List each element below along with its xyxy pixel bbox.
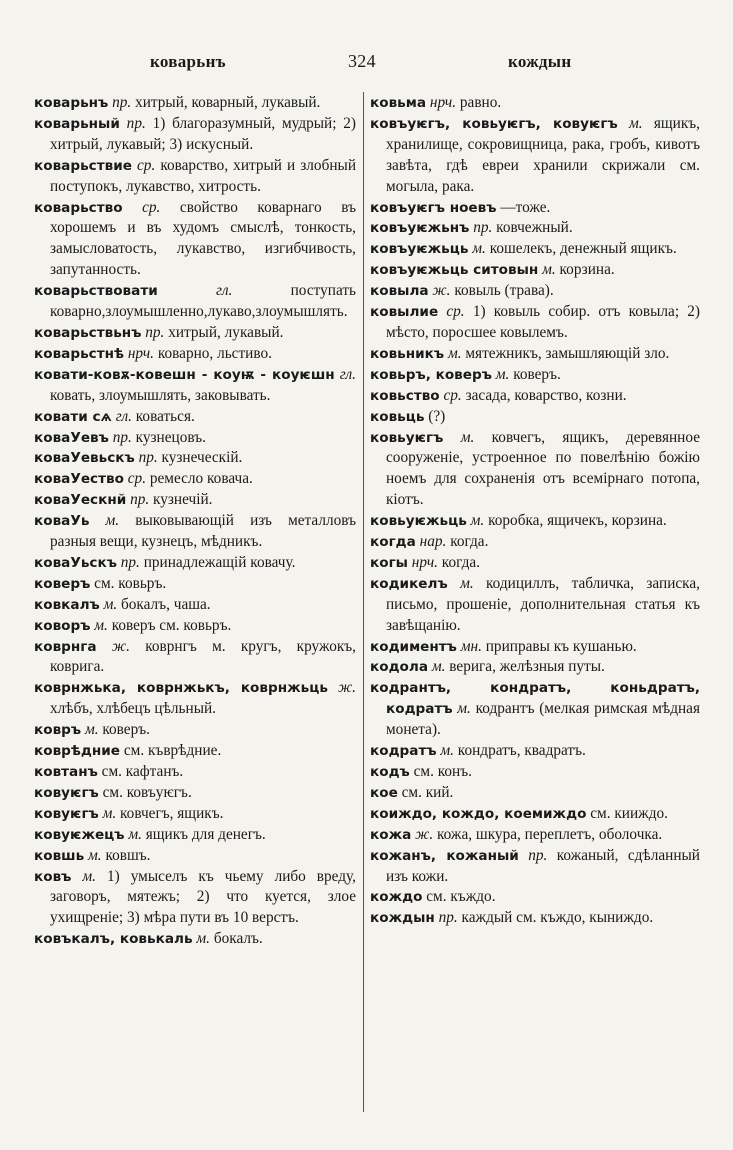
headword: ковьуѥжьць <box>370 513 467 530</box>
grammar-label: м. <box>470 512 485 530</box>
headword: ковъуѥжьць ситовын <box>370 262 539 279</box>
dictionary-entry <box>34 469 356 490</box>
headword: ковуѥгъ <box>34 805 99 822</box>
grammar-label: ж. <box>337 679 356 697</box>
grammar-label: гл. <box>339 365 356 383</box>
definition: бокалъ, чаша. <box>121 595 211 613</box>
headword: кождо <box>370 889 423 906</box>
headword: ковъуѥжьнъ <box>370 220 470 237</box>
dictionary-entry <box>370 532 700 553</box>
right-column <box>370 93 700 929</box>
grammar-label: нрч. <box>411 553 438 571</box>
definition: коварство, хитрый и злобный поступокъ, лукавство, хитрость. <box>50 156 357 195</box>
headword: коврѣдние <box>34 743 121 760</box>
definition: см. ковъуѥгъ. <box>102 783 192 801</box>
grammar-label: м. <box>447 344 462 362</box>
headword: коварьный <box>34 115 120 132</box>
headword: коврнжька, коврнжькъ, коврнжьць <box>34 680 328 697</box>
dictionary-entry <box>34 490 356 511</box>
definition: хлѣбъ, хлѣбецъ цѣльный. <box>50 700 217 718</box>
definition: 1) благоразумный, мудрый; 2) хитрый, лукавый; 3) искусный. <box>50 114 357 153</box>
grammar-label: м. <box>82 867 96 885</box>
definition: ковать, злоумышлять, заковывать. <box>50 386 271 404</box>
grammar-label: м. <box>495 365 510 383</box>
definition: принадлежащій ковачу. <box>143 553 296 571</box>
definition: кошелекъ, денежный ящикъ. <box>489 240 677 258</box>
definition: ковчегъ, ящикъ, деревянное сооруженіе, устроенное по повелѣнію божію ноемъ для сохраненія отъ всемірнаго потопа, кіотъ. <box>386 428 700 509</box>
grammar-label: м. <box>102 804 117 822</box>
definition: кузнецовъ. <box>135 428 206 446</box>
dictionary-entry <box>370 887 700 908</box>
headword: коверъ <box>34 575 91 592</box>
definition: корзина. <box>559 261 615 279</box>
dictionary-entry <box>34 281 356 323</box>
definition: мятежникъ, замышляющій зло. <box>465 344 670 362</box>
grammar-label: пр. <box>138 449 158 467</box>
headword: коврнга <box>34 638 97 655</box>
grammar-label: пр. <box>438 909 458 927</box>
headword: ковати сѧ <box>34 408 112 425</box>
dictionary-entry <box>370 218 700 239</box>
grammar-label: м. <box>84 721 99 739</box>
headword: ковъуѥгъ ноевъ <box>370 199 497 216</box>
dictionary-entry <box>370 365 700 386</box>
headword: кое <box>370 784 398 801</box>
headword: кодрантъ, кондратъ, коньдратъ, кодратъ <box>370 680 700 718</box>
grammar-label: м. <box>105 512 120 530</box>
grammar-label: м. <box>431 658 446 676</box>
left-column <box>34 93 356 950</box>
dictionary-entry <box>370 260 700 281</box>
grammar-label: м. <box>472 240 486 258</box>
dictionary-entry <box>34 741 356 762</box>
definition: см. кафтанъ. <box>101 763 184 780</box>
definition: кондратъ, квадратъ. <box>457 742 586 760</box>
definition: свойство коварнаго въ хорошемъ и въ худомъ смыслѣ, тонкость, замысловатость, лукавство, изгибчивость, запутанность. <box>50 198 356 279</box>
definition: кодрантъ (мелкая римская мѣдная монета). <box>386 700 700 739</box>
grammar-label: ср. <box>142 198 161 216</box>
definition: см. кииждо. <box>590 804 668 822</box>
dictionary-entry <box>370 198 700 219</box>
dictionary-entry <box>34 846 356 867</box>
definition: равно. <box>459 94 502 111</box>
running-head-right: кождын <box>508 52 572 71</box>
headword: кодиментъ <box>370 638 457 655</box>
headword: кожа <box>370 826 412 843</box>
dictionary-entry <box>370 386 700 407</box>
dictionary-entry <box>34 783 356 804</box>
definition: (?) <box>428 407 446 425</box>
headword: ковьникъ <box>370 345 445 362</box>
definition: кодициллъ, табличка, записка, письмо, прошеніе, дополнительная статья къ завѣщанію. <box>386 574 700 634</box>
definition: см. къврѣдние. <box>123 742 222 760</box>
dictionary-entry <box>370 553 700 574</box>
definition: 1) умыселъ къ чьему либо вреду, заговоръ, мятежъ; 2) что куется, злое ухищреніе; 3) мѣра пути въ 10 верстъ. <box>50 867 356 927</box>
headword: ковшь <box>34 847 85 864</box>
dictionary-entry <box>34 574 356 595</box>
grammar-label: ср. <box>127 470 147 488</box>
headword: ковъуѥжьць <box>370 241 469 258</box>
grammar-label: ср. <box>446 303 465 321</box>
dictionary-entry <box>370 825 700 846</box>
grammar-label: пр. <box>473 219 493 237</box>
dictionary-entry <box>34 448 356 469</box>
dictionary-entry <box>34 929 356 950</box>
definition: ковшъ. <box>105 846 151 864</box>
headword: кодъ <box>370 764 410 780</box>
dictionary-entry <box>370 281 700 302</box>
definition: коврнгъ м. кругъ, кружокъ, коврига. <box>50 637 357 676</box>
grammar-label: нрч. <box>429 94 457 111</box>
page-header <box>0 52 733 82</box>
headword: коваУевьскъ <box>34 450 135 467</box>
headword: ковьма <box>370 95 427 111</box>
dictionary-entry <box>34 637 356 679</box>
definition: ковыль (трава). <box>454 282 554 300</box>
dictionary-entry <box>34 156 356 198</box>
grammar-label: ж. <box>111 637 130 655</box>
column-divider <box>363 92 364 1112</box>
grammar-label: ср. <box>137 156 156 174</box>
definition: коварно, льстиво. <box>157 344 272 362</box>
headword: коварьствовати <box>34 283 158 300</box>
dictionary-entry <box>34 867 356 930</box>
dictionary-entry <box>370 114 700 198</box>
headword: ковъкалъ, ковькаль <box>34 931 193 948</box>
headword: кождын <box>370 910 435 927</box>
definition: ремесло ковача. <box>149 470 253 488</box>
grammar-label: м. <box>460 574 474 592</box>
headword: ковръ <box>34 722 82 739</box>
definition: выковывающій изъ металловъ разныя вещи, кузнецъ, мѣдникъ. <box>50 512 357 551</box>
definition: коробка, ящичекъ, корзина. <box>488 512 667 530</box>
dictionary-entry <box>370 239 700 260</box>
dictionary-entry <box>370 93 700 114</box>
grammar-label: м. <box>196 930 210 948</box>
grammar-label: м. <box>94 616 108 634</box>
headword: коваУь <box>34 513 90 530</box>
headword: кожанъ, кожаный <box>370 847 519 864</box>
headword: коварьстнѣ <box>34 345 124 362</box>
definition: ковчегъ, ящикъ. <box>120 804 224 822</box>
headword: ковьуѥгъ <box>370 429 444 446</box>
dictionary-entry <box>370 407 700 428</box>
dictionary-entry <box>370 428 700 512</box>
headword: ковати-ковѫ-ковешн - коуѭ - коуѥшн <box>34 366 335 383</box>
definition: кузнеческій. <box>161 449 243 467</box>
headword: ковуѥжецъ <box>34 826 125 843</box>
definition: кожаный, сдѣланный изъ кожи. <box>386 846 700 885</box>
grammar-label: пр. <box>120 553 140 571</box>
dictionary-entry <box>370 846 700 888</box>
grammar-label: пр. <box>145 323 165 341</box>
headword: коваУество <box>34 471 124 488</box>
definition: поступать коварно,злоумышленно,лукаво,злоумышлять. <box>50 282 357 321</box>
dictionary-entry <box>34 825 356 846</box>
definition: ящикъ, хранилище, сокровищница, рака, гробъ, кивотъ завѣта, гдѣ евреи хранили скрижали см. могыла, рака. <box>386 114 700 195</box>
definition: кузнечій. <box>153 491 213 509</box>
headword: когы <box>370 554 408 571</box>
grammar-label: пр. <box>528 846 548 864</box>
headword: коварьнъ <box>34 95 109 111</box>
headword: коиждо, кождо, коемиждо <box>370 805 587 822</box>
grammar-label: ж. <box>432 282 451 300</box>
headword: ковъ <box>34 868 72 885</box>
headword: ковьръ, коверъ <box>370 366 492 383</box>
headword: коварьствьнъ <box>34 324 142 341</box>
grammar-label: м. <box>628 114 643 132</box>
dictionary-entry <box>34 407 356 428</box>
definition: коваться. <box>135 407 195 425</box>
grammar-label: м. <box>88 846 102 864</box>
dictionary-entry <box>34 198 356 282</box>
definition: —тоже. <box>500 198 551 216</box>
grammar-label: м. <box>460 428 475 446</box>
headword: кодратъ <box>370 743 437 760</box>
dictionary-entry <box>370 302 700 344</box>
grammar-label: м. <box>103 595 118 613</box>
headword: коворъ <box>34 617 91 634</box>
headword: кодикелъ <box>370 575 448 592</box>
dictionary-entry <box>34 762 356 783</box>
dictionary-entry <box>34 323 356 344</box>
dictionary-entry <box>370 678 700 741</box>
dictionary-entry <box>370 574 700 637</box>
definition: когда. <box>441 553 481 571</box>
dictionary-entry <box>370 783 700 804</box>
dictionary-entry <box>34 365 356 407</box>
grammar-label: пр. <box>130 491 150 509</box>
page-number: 324 <box>348 51 376 71</box>
definition: коверъ см. ковьръ. <box>111 616 232 634</box>
headword: коваУевъ <box>34 429 109 446</box>
dictionary-entry <box>34 804 356 825</box>
definition: верига, желѣзныя путы. <box>449 658 605 676</box>
dictionary-entry <box>34 428 356 449</box>
dictionary-entry <box>34 595 356 616</box>
headword: ковыла <box>370 283 429 300</box>
grammar-label: мн. <box>460 637 482 655</box>
definition: см. къждо. <box>426 888 496 906</box>
dictionary-entry <box>370 344 700 365</box>
grammar-label: ср. <box>443 386 462 404</box>
definition: хитрый, лукавый. <box>168 323 284 341</box>
definition: каждый см. къждо, кыниждо. <box>461 909 654 927</box>
grammar-label: пр. <box>112 94 132 111</box>
definition: ковчежный. <box>496 219 573 237</box>
running-head-left: коварьнъ <box>150 52 226 71</box>
headword: кодола <box>370 659 429 676</box>
dictionary-entry <box>370 657 700 678</box>
dictionary-entry <box>370 511 700 532</box>
dictionary-entry <box>34 616 356 637</box>
dictionary-entry <box>370 741 700 762</box>
headword: коваУьскъ <box>34 554 117 571</box>
definition: засада, коварство, козни. <box>465 386 627 404</box>
dictionary-entry <box>34 344 356 365</box>
dictionary-entry <box>34 720 356 741</box>
grammar-label: нар. <box>419 533 447 551</box>
dictionary-entry <box>370 637 700 658</box>
grammar-label: м. <box>440 742 454 760</box>
grammar-label: пр. <box>126 114 146 132</box>
grammar-label: гл. <box>216 282 233 300</box>
grammar-label: ж. <box>415 825 434 843</box>
headword: ковкалъ <box>34 596 100 613</box>
definition: коверъ. <box>513 365 561 383</box>
grammar-label: пр. <box>112 428 132 446</box>
headword: ковьство <box>370 387 440 404</box>
definition: приправы къ кушанью. <box>485 637 637 655</box>
headword: коварьство <box>34 199 123 216</box>
grammar-label: гл. <box>115 407 132 425</box>
headword: когда <box>370 534 416 551</box>
definition: хитрый, коварный, лукавый. <box>135 94 321 111</box>
dictionary-entry <box>34 553 356 574</box>
dictionary-entry <box>34 511 356 553</box>
dictionary-entry <box>370 762 700 783</box>
grammar-label: м. <box>128 825 142 843</box>
definition: коверъ. <box>102 721 150 739</box>
dictionary-entry <box>370 804 700 825</box>
definition: ящикъ для денегъ. <box>145 825 266 843</box>
headword: ковтанъ <box>34 764 98 780</box>
headword: коваУескнй <box>34 492 127 509</box>
dictionary-entry <box>370 908 700 929</box>
dictionary-entry <box>34 678 356 720</box>
headword: ковъуѥгъ, ковьуѥгъ, ковуѥгъ <box>370 115 618 132</box>
headword: ковылие <box>370 304 439 321</box>
definition: кожа, шкура, переплетъ, оболочка. <box>437 825 663 843</box>
grammar-label: нрч. <box>127 344 154 362</box>
grammar-label: м. <box>457 700 471 718</box>
definition: см. ковьръ. <box>94 574 167 592</box>
definition: см. конъ. <box>413 763 472 780</box>
headword: ковуѥгъ <box>34 784 99 801</box>
grammar-label: м. <box>542 261 556 279</box>
headword: ковьць <box>370 408 425 425</box>
definition: 1) ковыль собир. отъ ковыла; 2) мѣсто, поросшее ковылемъ. <box>386 303 701 341</box>
definition: бокалъ. <box>213 930 263 948</box>
definition: см. кий. <box>401 783 454 801</box>
dictionary-entry <box>34 114 356 156</box>
definition: когда. <box>450 533 489 551</box>
headword: коварьствие <box>34 157 132 174</box>
dictionary-entry <box>34 93 356 114</box>
